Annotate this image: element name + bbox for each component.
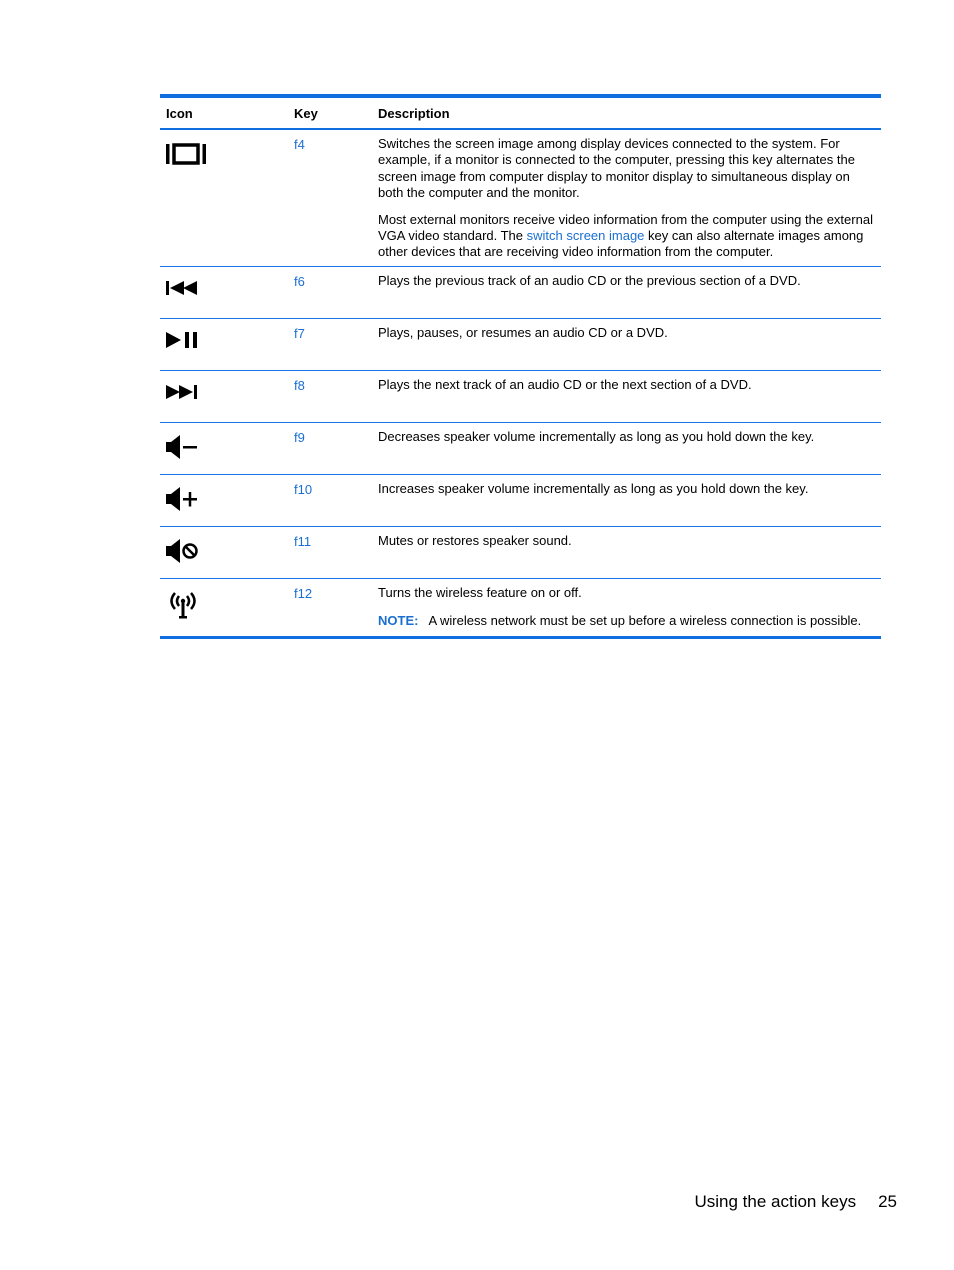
description: Decreases speaker volume incrementally as long as you hold down the key.	[378, 429, 815, 444]
table-row	[160, 475, 881, 527]
key-f7: f7	[294, 326, 305, 341]
volume-down-icon	[166, 435, 200, 459]
description: Increases speaker volume incrementally as long as you hold down the key.	[378, 481, 809, 496]
switch-screen-icon	[166, 142, 206, 166]
table-header	[160, 98, 881, 130]
page-footer	[694, 1192, 897, 1212]
note-label: NOTE:	[378, 613, 419, 629]
table-row	[160, 267, 881, 319]
table-row	[160, 319, 881, 371]
description: Plays the next track of an audio CD or the next section of a DVD.	[378, 377, 752, 392]
page-number: 25	[878, 1192, 897, 1211]
key-f11: f11	[294, 534, 312, 549]
footer-section-title: Using the action keys	[694, 1192, 857, 1211]
description: Plays, pauses, or resumes an audio CD or a DVD.	[378, 325, 668, 340]
note-text: A wireless network must be set up before a wireless connection is possible.	[428, 613, 862, 629]
description: Switches the screen image among display devices connected to the system. For example, if a monitor is connected to the computer, pressing this key alternates the screen image from computer display to monitor display to simultaneous display on both the computer and the monitor.	[378, 136, 855, 201]
description-extra: Most external monitors receive video information from the computer using the external VGA video standard. The switch screen image key can also alternate images among other devices that are receiving video information from the computer.	[378, 211, 873, 260]
action-keys-table	[160, 94, 881, 639]
key-f6: f6	[294, 274, 305, 289]
table-row	[160, 423, 881, 475]
key-f4: f4	[294, 137, 305, 152]
description: Turns the wireless feature on or off.	[378, 585, 582, 600]
previous-track-icon	[166, 279, 200, 297]
table-row	[160, 579, 881, 636]
mute-icon	[166, 539, 200, 563]
header-description: Description	[378, 105, 450, 121]
header-key: Key	[294, 105, 318, 121]
table-row	[160, 371, 881, 423]
note	[378, 613, 875, 629]
next-track-icon	[166, 383, 200, 401]
description: Plays the previous track of an audio CD or the previous section of a DVD.	[378, 273, 801, 288]
key-f10: f10	[294, 482, 313, 497]
switch-screen-image-link[interactable]: switch screen image	[526, 228, 645, 244]
volume-up-icon	[166, 487, 200, 511]
wireless-icon	[166, 591, 200, 619]
key-f12: f12	[294, 586, 313, 601]
header-icon: Icon	[166, 105, 193, 121]
key-f8: f8	[294, 378, 305, 393]
table-row	[160, 527, 881, 579]
play-pause-icon	[166, 331, 200, 349]
description: Mutes or restores speaker sound.	[378, 533, 572, 548]
table-row	[160, 130, 881, 267]
key-f9: f9	[294, 430, 305, 445]
